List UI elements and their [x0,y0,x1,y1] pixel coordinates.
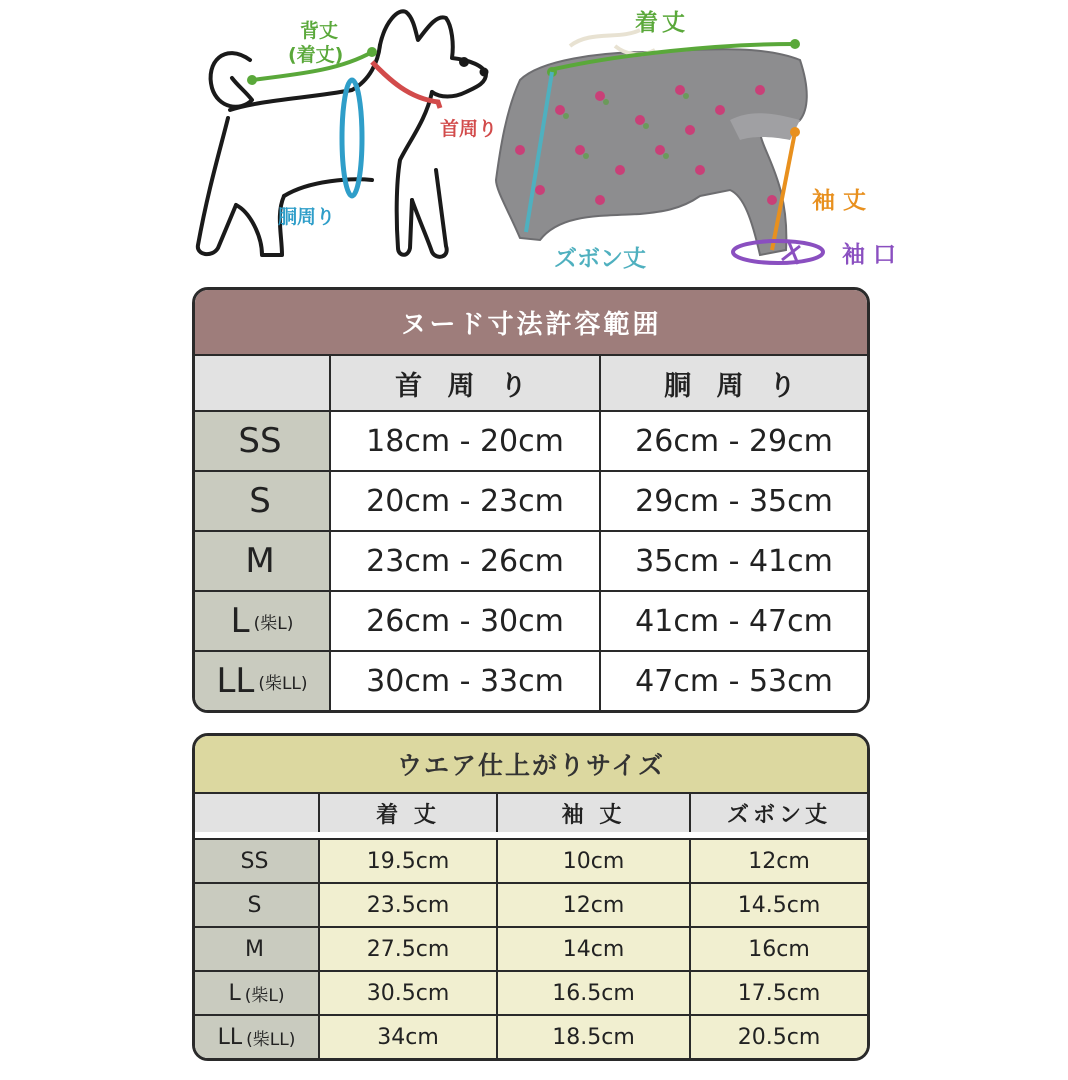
sleeve-length-label: 袖 丈 [812,188,867,214]
pants-length-cell: 12cm [689,838,867,882]
header-sleeve-length: 袖 丈 [496,794,689,832]
chest-label: 胴周り [278,206,336,228]
table-row [195,650,867,710]
pants-length-cell: 17.5cm [689,970,867,1014]
wear-size-table [192,733,870,1061]
table-row [195,1014,867,1058]
size-cell: S [195,882,318,926]
neck-line [372,62,440,108]
dog-and-garment-diagram [0,0,1068,280]
neck-range-cell: 20cm - 23cm [329,470,599,530]
nude-size-table [192,287,870,713]
cuff-label: 袖 口 [842,242,897,268]
size-cell: LL (柴LL) [195,1014,318,1058]
header-blank [195,794,318,832]
header-garment-length: 着 丈 [318,794,496,832]
pants-length-label: ズボン丈 [554,246,646,272]
garment-length-cell: 34cm [318,1014,496,1058]
size-cell: L (柴L) [195,970,318,1014]
chest-range-cell: 29cm - 35cm [599,470,867,530]
table-row [195,926,867,970]
back-length-label: 背丈 [300,20,339,42]
pants-length-cell: 16cm [689,926,867,970]
sleeve-length-cell: 10cm [496,838,689,882]
size-cell: SS [195,838,318,882]
sleeve-length-cell: 16.5cm [496,970,689,1014]
neck-range-cell: 18cm - 20cm [329,410,599,470]
garment-photo [496,30,807,255]
size-cell: SS [195,410,329,470]
sleeve-length-cell: 14cm [496,926,689,970]
garment-length-cell: 27.5cm [318,926,496,970]
garment-length-cell: 30.5cm [318,970,496,1014]
header-neck: 首 周 り [329,356,599,410]
chest-range-cell: 47cm - 53cm [599,650,867,710]
table-row [195,410,867,470]
size-cell: M [195,530,329,590]
header-blank [195,356,329,410]
wear-table-header [195,794,867,838]
size-cell: M [195,926,318,970]
nude-table-title: ヌード寸法許容範囲 [195,290,867,356]
measurement-illustration [0,0,1068,280]
header-pants-length: ズボン丈 [689,794,867,832]
neck-label: 首周り [440,118,498,140]
chest-range-cell: 35cm - 41cm [599,530,867,590]
table-row [195,470,867,530]
neck-range-cell: 23cm - 26cm [329,530,599,590]
table-row [195,882,867,926]
back-length-sub-label: (着丈) [288,44,344,66]
table-row [195,970,867,1014]
sleeve-length-cell: 12cm [496,882,689,926]
nude-table-header [195,356,867,410]
table-row [195,838,867,882]
size-cell: S [195,470,329,530]
wear-table-title: ウエア仕上がりサイズ [195,736,867,794]
neck-range-cell: 26cm - 30cm [329,590,599,650]
table-row [195,530,867,590]
chest-range-cell: 41cm - 47cm [599,590,867,650]
size-cell: L (柴L) [195,590,329,650]
size-cell: LL (柴LL) [195,650,329,710]
sleeve-length-cell: 18.5cm [496,1014,689,1058]
garment-length-cell: 23.5cm [318,882,496,926]
pants-length-cell: 14.5cm [689,882,867,926]
pants-length-cell: 20.5cm [689,1014,867,1058]
chest-range-cell: 26cm - 29cm [599,410,867,470]
table-row [195,590,867,650]
neck-range-cell: 30cm - 33cm [329,650,599,710]
header-chest: 胴 周 り [599,356,867,410]
garment-length-cell: 19.5cm [318,838,496,882]
garment-length-label: 着丈 [635,10,689,36]
